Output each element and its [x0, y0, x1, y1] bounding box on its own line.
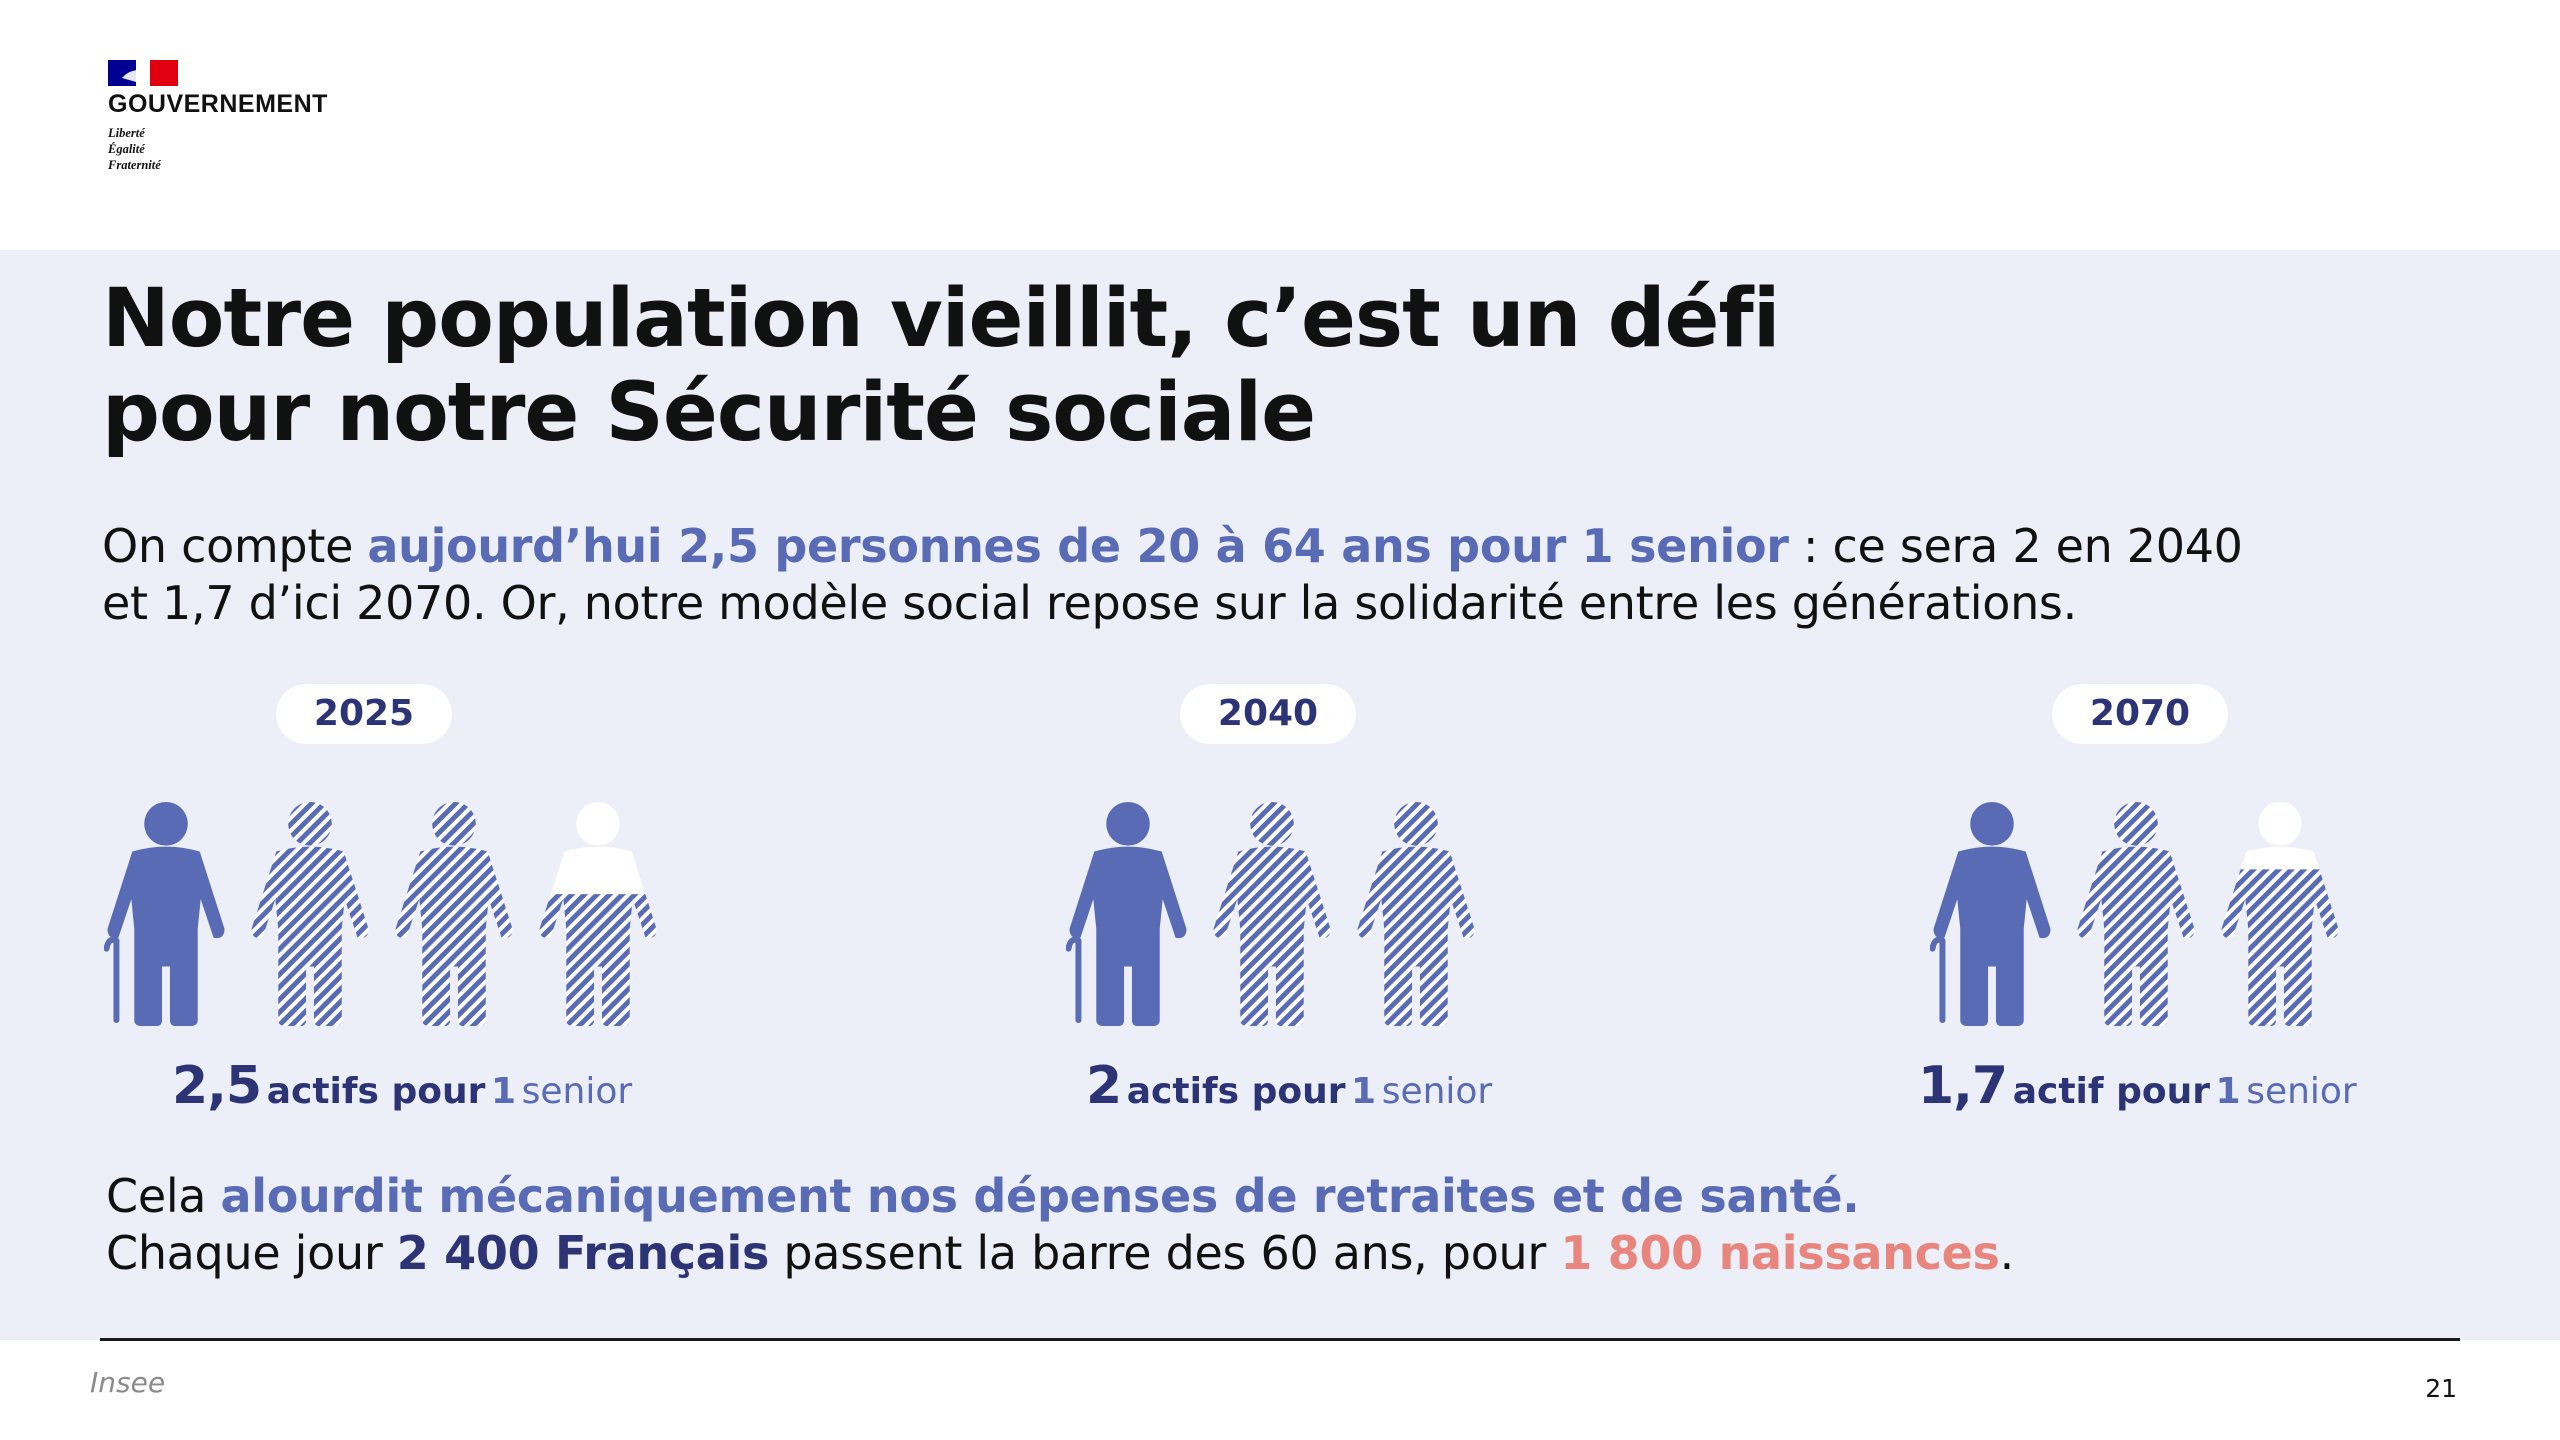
- senior-person-icon: [1930, 800, 2055, 1028]
- active-person-icon: [1210, 800, 1335, 1028]
- government-logo: [108, 60, 328, 173]
- conclusion-paragraph: Cela alourdit mécaniquement nos dépenses de retraites et de santé. Chaque jour 2 400 Français passent la barre des 60 ans, pour 1 800 naissances.: [106, 1169, 2014, 1280]
- active-person-icon: [1354, 800, 1479, 1028]
- partial-active-person-icon: [536, 800, 661, 1028]
- french-flag-icon: [108, 60, 178, 86]
- year-badge: 2025: [276, 684, 452, 744]
- year-badge: 2040: [1180, 684, 1356, 744]
- intro-paragraph: On compte aujourd’hui 2,5 personnes de 20 à 64 ans pour 1 senior : ce sera 2 en 2040 et 1,7 d’ici 2070. Or, notre modèle social repose sur la solidarité entre les générations.: [102, 519, 2243, 630]
- senior-person-icon: [104, 800, 229, 1028]
- republic-motto: Liberté Égalité Fraternité: [108, 126, 161, 172]
- source-label: Insee: [90, 1366, 166, 1399]
- footer: [0, 1341, 2560, 1440]
- active-person-icon: [248, 800, 373, 1028]
- ratio-caption: 2,5 actifs pour 1 senior: [172, 1056, 633, 1116]
- page-title: Notre population vieillit, c’est un défi pour notre Sécurité sociale: [102, 272, 1780, 460]
- ratio-caption: 1,7 actif pour 1 senior: [1918, 1056, 2357, 1116]
- senior-person-icon: [1066, 800, 1191, 1028]
- ratio-caption: 2 actifs pour 1 senior: [1086, 1056, 1493, 1116]
- active-person-icon: [392, 800, 517, 1028]
- year-badge: 2070: [2052, 684, 2228, 744]
- figures-row: [1066, 800, 1479, 1028]
- page-number: 21: [2425, 1374, 2457, 1403]
- figures-row: [104, 800, 661, 1028]
- active-person-icon: [2074, 800, 2199, 1028]
- figures-row: [1930, 800, 2343, 1028]
- header: [0, 0, 2560, 250]
- government-wordmark: GOUVERNEMENT: [108, 90, 328, 118]
- partial-active-person-icon: [2218, 800, 2343, 1028]
